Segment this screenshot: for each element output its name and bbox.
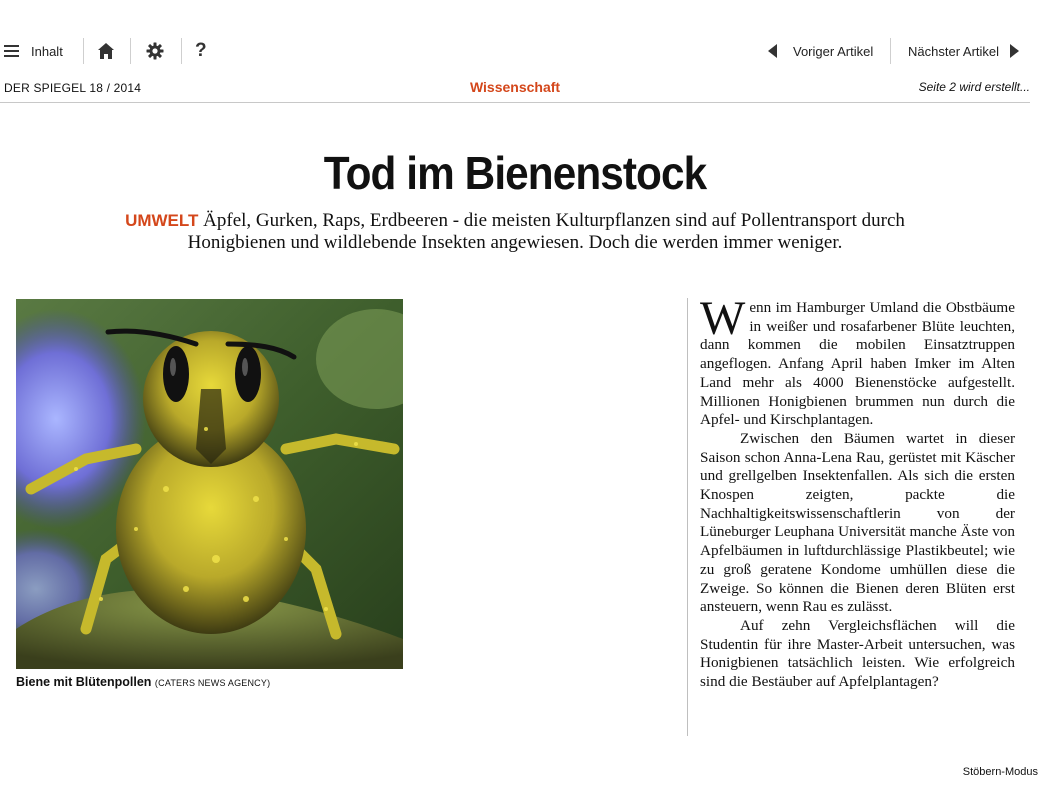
section-title: Wissenschaft (469, 79, 561, 95)
previous-article-button[interactable] (768, 33, 873, 69)
column-divider (687, 298, 688, 736)
contents-label: Inhalt (31, 43, 63, 59)
toolbar (0, 33, 1042, 69)
paragraph-text: enn im Hamburger Umland die Obstbäume in weißer und rosafarbener Blüte leuchten, dann kommen die mobilen Einsatztruppen angeflogen. Anfang April haben Imker im Alten Land mehr als 4000 Bienenstöcke aufgestellt. Millionen Honigbienen brummen nun durch die Apfel- und Kirschplantagen. (700, 299, 1015, 429)
caption-title: Biene mit Blütenpollen (16, 675, 152, 689)
rubric-label: UMWELT (125, 211, 199, 230)
browse-mode-label[interactable]: Stöbern-Modus (962, 766, 1038, 778)
next-article-label: Nächster Artikel (908, 43, 1000, 59)
gear-icon (146, 42, 164, 60)
contents-button[interactable] (4, 33, 63, 69)
help-icon: ? (195, 40, 207, 61)
photo-caption (16, 675, 270, 689)
article-body (700, 299, 1015, 736)
paragraph (700, 299, 1015, 430)
toolbar-divider (181, 38, 182, 64)
help-button[interactable] (195, 33, 207, 69)
arrow-left-icon (768, 44, 777, 58)
next-article-button[interactable] (908, 33, 1019, 69)
menu-icon (4, 45, 19, 57)
toolbar-divider (83, 38, 84, 64)
dropcap: W (700, 299, 746, 345)
settings-button[interactable] (146, 33, 164, 69)
toolbar-divider (890, 38, 891, 64)
bee-photo (16, 299, 403, 669)
paragraph: Auf zehn Vergleichsflächen will die Studentin für ihre Master-Arbeit untersuchen, was Honigbienen tatsächlich leisten. Wie erfolgreich sind die Bestäuber auf Apfelplantagen? (700, 616, 1015, 691)
article-headline: Tod im Bienenstock (323, 147, 707, 199)
article-deck (120, 210, 910, 254)
previous-article-label: Voriger Artikel (793, 43, 874, 59)
toolbar-divider (130, 38, 131, 64)
home-icon (97, 42, 115, 60)
page-status: Seite 2 wird erstellt... (918, 80, 1030, 94)
paragraph: Zwischen den Bäumen wartet in dieser Saison schon Anna-Lena Rau, gerüstet mit Käscher und grellgelben Insektenfallen. Als sich die ersten Knospen zeigten, packte die Nachhaltigkeitswissenschaftlerin von der Lüneburger Leuphana Universität manche Äste von Apfelbäumen in luftdurchlässige Plastikbeutel; wie zu groß geratene Kondome umhüllen diese die Zweige. So können die Bienen deren Blüten erst ansteuern, wenn Rau es zulässt. (700, 429, 1015, 616)
issue-label: DER SPIEGEL 18 / 2014 (4, 81, 142, 95)
header-divider (0, 102, 1030, 103)
caption-credit: (CATERS NEWS AGENCY) (154, 678, 271, 688)
article-photo[interactable] (16, 299, 403, 669)
arrow-right-icon (1010, 44, 1019, 58)
deck-text: Äpfel, Gurken, Raps, Erdbeeren - die meisten Kulturpflanzen sind auf Pollentransport durch Honigbienen und wildlebende Insekten angewiesen. Doch die werden immer weniger. (187, 210, 905, 253)
home-button[interactable] (97, 33, 115, 69)
